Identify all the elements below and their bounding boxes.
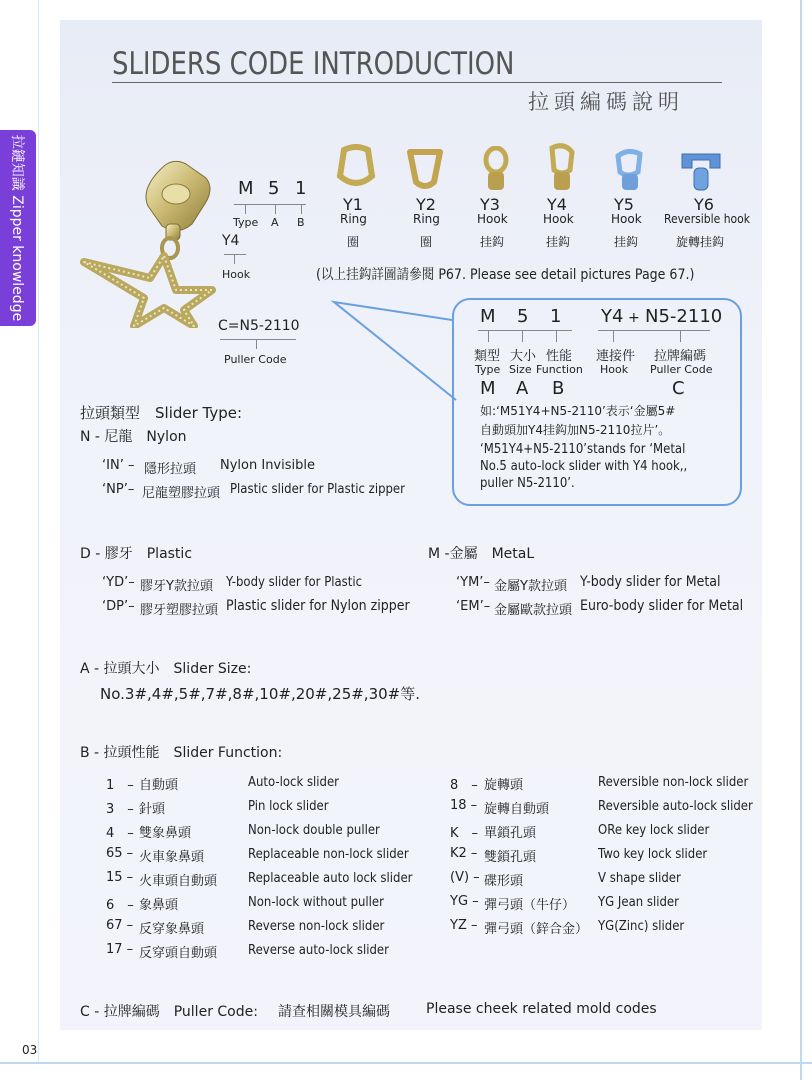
function-zh: 彈弓頭（鋅合金） <box>484 922 589 937</box>
page-number: 03 <box>22 1043 38 1057</box>
metal-item-en: Y-body slider for Metal <box>580 574 721 590</box>
plastic-item-zh: 膠牙Y款拉頭 <box>140 579 213 594</box>
code-letter-m: M <box>238 178 254 199</box>
bubble-zh-hook: 連接件 <box>596 349 636 364</box>
function-zh: 反穿頭自動頭 <box>139 946 218 961</box>
hook-zh-y2: 圈 <box>420 235 433 249</box>
bubble-tick-line-2 <box>598 330 710 331</box>
bubble-en-function: Function <box>536 363 583 376</box>
function-zh: 雙象鼻頭 <box>139 826 192 841</box>
puller-label: Puller Code <box>224 353 287 366</box>
code-label-a: A <box>271 216 279 229</box>
slider-star-illustration <box>66 158 246 328</box>
bubble-en-puller: Puller Code <box>650 363 713 376</box>
plastic-item-code: ‘DP’– <box>102 599 135 614</box>
bubble-letter-m: M <box>480 378 496 399</box>
frame-line-left <box>38 0 39 1062</box>
function-code: 1 – <box>106 778 134 793</box>
function-code: K2 – <box>450 846 478 861</box>
hook-code-y2: Y2 <box>416 195 436 214</box>
plastic-item-zh: 膠牙塑膠拉頭 <box>140 603 219 618</box>
bubble-zh-example-1: 如:‘M51Y4+N5-2110’表示‘金屬5# <box>480 404 676 418</box>
function-en: Reverse auto-lock slider <box>248 943 389 958</box>
function-en: Reversible non-lock slider <box>598 775 749 790</box>
hook-en-y6: Reversible hook <box>664 212 751 226</box>
function-code: 18 – <box>450 798 478 813</box>
side-tab <box>0 130 36 326</box>
hook-en-y4: Hook <box>543 212 574 226</box>
function-zh: 火車頭自動頭 <box>139 874 218 889</box>
tick <box>680 330 681 342</box>
nylon-heading: N - 尼龍 Nylon <box>80 429 187 445</box>
puller-code: C=N5-2110 <box>218 318 300 334</box>
hook-code-y5: Y5 <box>614 195 634 214</box>
hook-zh-y6: 旋轉挂鈎 <box>676 235 725 249</box>
function-zh: 雙鎖孔頭 <box>484 850 537 865</box>
function-en: Non-lock without puller <box>248 895 384 910</box>
nylon-item-code: ‘IN’ – <box>102 458 135 473</box>
bubble-en-size: Size <box>509 363 532 376</box>
slider-size-heading: A - 拉頭大小 Slider Size: <box>80 661 252 677</box>
bubble-code-plus: + <box>628 310 640 326</box>
bubble-letter-a: A <box>516 378 529 399</box>
function-en: Reverse non-lock slider <box>248 919 385 934</box>
hook-y6-icon <box>676 146 726 196</box>
page-title: SLIDERS CODE INTRODUCTION <box>112 46 515 82</box>
tick <box>301 204 302 214</box>
ring-y2-icon <box>404 144 446 192</box>
function-zh: 彈弓頭（牛仔） <box>484 898 576 913</box>
plastic-heading: D - 膠牙 Plastic <box>80 546 193 562</box>
nylon-item-zh: 尼龍塑膠拉頭 <box>142 486 221 501</box>
hook-zh-y5: 挂鈎 <box>614 235 639 249</box>
function-en: YG Jean slider <box>598 895 679 910</box>
hook-en-y2: Ring <box>413 212 440 226</box>
bubble-zh-example-2: 自動頭加Y4挂鈎加N5-2110拉片’。 <box>480 423 671 437</box>
function-code: 3 – <box>106 802 134 817</box>
function-code: 17 – <box>106 942 134 957</box>
function-en: ORe key lock slider <box>598 823 710 838</box>
function-code: 65 – <box>106 846 134 861</box>
bubble-code-1: 1 <box>550 306 562 327</box>
hooks-note: (以上挂鈎詳圖請參閱 P67. Please see detail pictures Page 67.) <box>316 267 695 283</box>
hook-tick-line <box>224 254 246 255</box>
bubble-zh-function: 性能 <box>546 349 573 364</box>
metal-item-en: Euro-body slider for Metal <box>580 598 744 614</box>
tick <box>234 254 235 264</box>
side-tab-label: 拉鏈知識 Zipper knowledge <box>9 134 25 322</box>
puller-code-zh: 請查相關模具編碼 <box>278 1004 390 1020</box>
slider-function-heading: B - 拉頭性能 Slider Function: <box>80 745 283 761</box>
function-en: Pin lock slider <box>248 799 329 814</box>
metal-item-zh: 金屬Y款拉頭 <box>494 579 567 594</box>
function-zh: 碟形頭 <box>484 874 524 889</box>
function-zh: 單鎖孔頭 <box>484 826 537 841</box>
plastic-item-en: Y-body slider for Plastic <box>226 575 363 590</box>
slider-type-heading: 拉頭類型 Slider Type: <box>80 404 243 422</box>
nylon-item-en: Plastic slider for Plastic zipper <box>230 482 405 497</box>
hook-en-y3: Hook <box>477 212 508 226</box>
function-code: 15 – <box>106 870 134 885</box>
function-en: Auto-lock slider <box>248 775 339 790</box>
nylon-item-code: ‘NP’– <box>102 482 135 497</box>
function-en: Reversible auto-lock slider <box>598 799 753 814</box>
ring-y1-icon <box>336 144 376 192</box>
function-code: 4 – <box>106 826 134 841</box>
plastic-item-en: Plastic slider for Nylon zipper <box>226 598 410 614</box>
hook-code-y6: Y6 <box>694 195 714 214</box>
tick <box>256 339 257 349</box>
hook-y3-icon <box>476 146 516 196</box>
function-code: K – <box>450 826 479 841</box>
hook-code-y1: Y1 <box>343 195 363 214</box>
code-label-type: Type <box>233 216 259 229</box>
function-code: YG – <box>450 894 479 909</box>
function-en: V shape slider <box>598 871 681 886</box>
hook-zh-y4: 挂鈎 <box>546 235 571 249</box>
function-zh: 反穿象鼻頭 <box>139 922 205 937</box>
bubble-code-5: 5 <box>517 306 529 327</box>
function-zh: 象鼻頭 <box>139 898 179 913</box>
metal-item-zh: 金屬歐款拉頭 <box>494 603 573 618</box>
bubble-zh-puller: 拉牌編碼 <box>654 349 707 364</box>
function-zh: 火車象鼻頭 <box>139 850 205 865</box>
tick <box>275 204 276 214</box>
tick <box>245 204 246 214</box>
function-zh: 旋轉自動頭 <box>484 802 550 817</box>
function-code: (V) – <box>450 870 480 885</box>
function-code: 67 – <box>106 918 134 933</box>
function-en: Replaceable non-lock slider <box>248 847 409 862</box>
hook-code-y3: Y3 <box>480 195 500 214</box>
function-zh: 針頭 <box>139 802 166 817</box>
hook-zh-y1: 圈 <box>347 235 360 249</box>
code-letter-1: 1 <box>295 178 307 199</box>
tick <box>522 330 523 342</box>
nylon-item-zh: 隱形拉頭 <box>144 462 197 477</box>
code-label-b: B <box>297 216 305 229</box>
bubble-en-hook: Hook <box>600 363 629 376</box>
nylon-item-en: Nylon Invisible <box>220 458 315 473</box>
tick <box>556 330 557 342</box>
tick <box>488 330 489 342</box>
function-zh: 旋轉頭 <box>484 778 524 793</box>
puller-code-heading: C - 拉牌編碼 Puller Code: <box>80 1004 258 1020</box>
hook-en-y1: Ring <box>340 212 367 226</box>
frame-line-right <box>800 0 802 1080</box>
page-subtitle: 拉頭編碼說明 <box>528 90 684 114</box>
bubble-zh-type: 類型 <box>474 349 501 364</box>
hook-code: Y4 <box>222 233 240 249</box>
bubble-zh-size: 大小 <box>510 349 537 364</box>
plastic-item-code: ‘YD’– <box>102 575 135 590</box>
function-code: 8 – <box>450 778 478 793</box>
tick <box>613 330 614 342</box>
hook-y5-icon <box>608 146 652 196</box>
title-underline <box>112 82 722 83</box>
bubble-en-example-1: ‘M51Y4+N5-2110’stands for ‘Metal <box>480 442 686 457</box>
metal-item-code: ‘EM’– <box>456 599 491 614</box>
hook-code-y4: Y4 <box>547 195 567 214</box>
bubble-pointer <box>300 290 470 410</box>
code-letter-5: 5 <box>268 178 280 199</box>
bubble-code-m: M <box>480 306 496 327</box>
function-en: Non-lock double puller <box>248 823 380 838</box>
hook-zh-y3: 挂鈎 <box>480 235 505 249</box>
function-zh: 自動頭 <box>139 778 179 793</box>
function-en: Two key lock slider <box>598 847 708 862</box>
hook-y4-icon <box>542 142 582 196</box>
function-code: 6 – <box>106 898 134 913</box>
function-en: YG(Zinc) slider <box>598 919 685 934</box>
function-code: YZ – <box>450 918 478 933</box>
bubble-en-example-3: puller N5-2110’. <box>480 476 575 491</box>
bubble-code-y4: Y4 <box>601 306 624 327</box>
slider-size-values: No.3#,4#,5#,7#,8#,10#,20#,25#,30#等. <box>100 685 420 703</box>
metal-item-code: ‘YM’– <box>456 575 490 590</box>
bubble-code-puller: N5-2110 <box>645 306 723 327</box>
function-en: Replaceable auto lock slider <box>248 871 413 886</box>
metal-heading: M -金屬 MetaL <box>428 546 535 562</box>
bubble-en-example-2: No.5 auto-lock slider with Y4 hook,, <box>480 459 688 474</box>
bubble-tick-line <box>478 330 572 331</box>
hook-label: Hook <box>222 268 251 281</box>
bubble-letter-b: B <box>552 378 565 399</box>
bubble-letter-c: C <box>672 378 685 399</box>
puller-code-en: Please cheek related mold codes <box>426 1001 657 1017</box>
bubble-en-type: Type <box>475 363 501 376</box>
puller-tick-line <box>220 339 296 340</box>
frame-line-bottom <box>0 1062 812 1064</box>
hook-en-y5: Hook <box>611 212 642 226</box>
